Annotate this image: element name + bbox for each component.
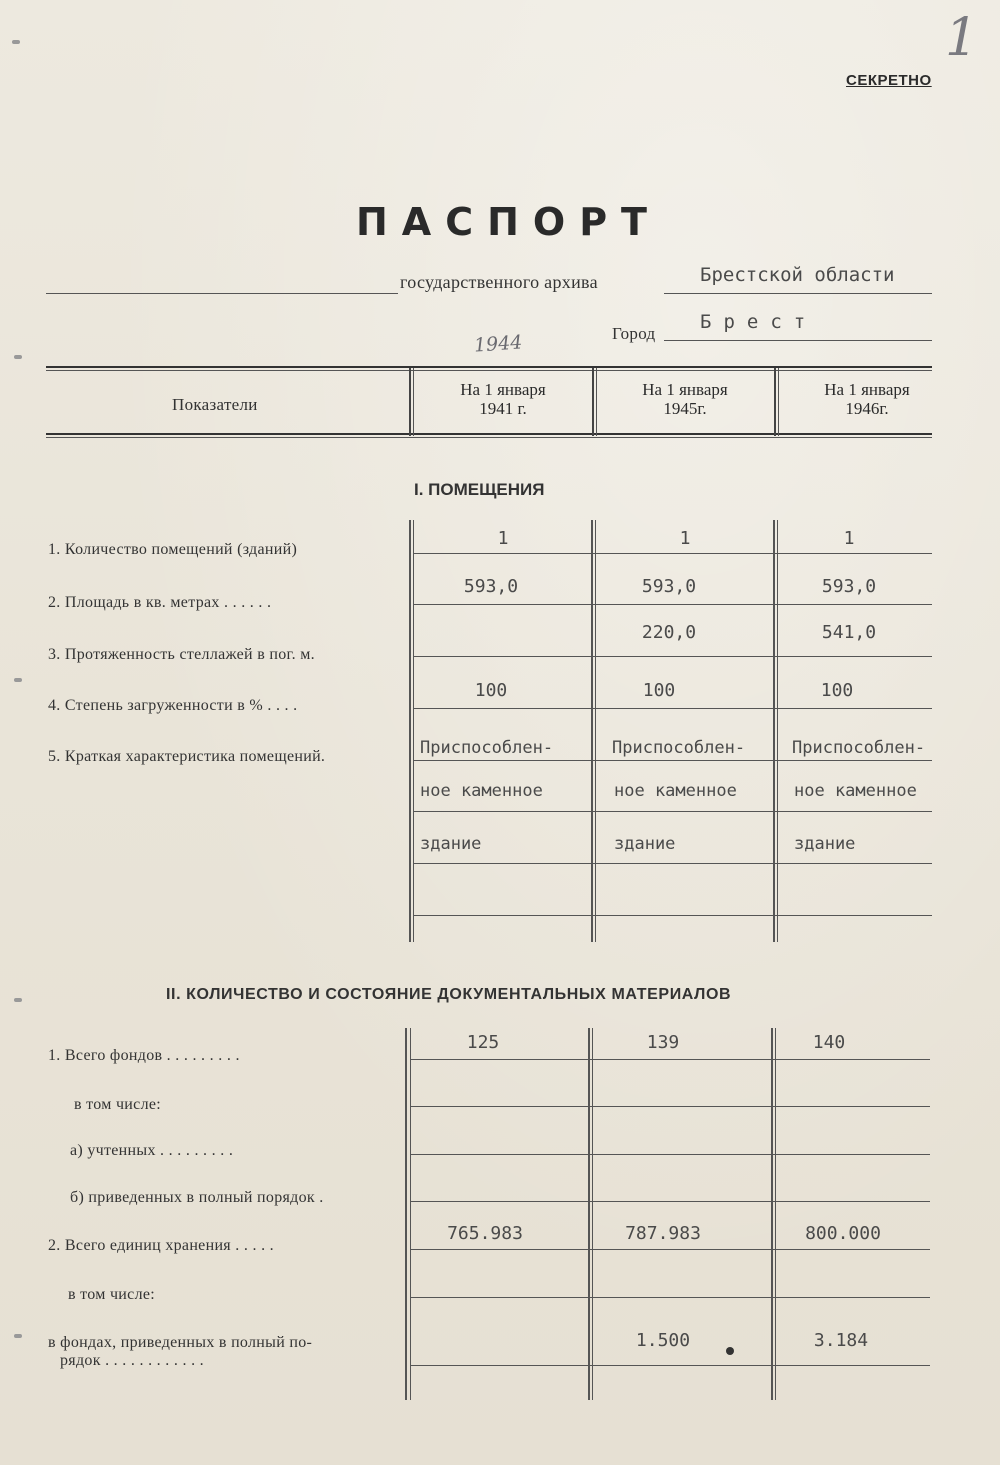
s1-line-6 (414, 811, 932, 812)
s1-r1-c3: 1 (843, 528, 855, 549)
s2-row-3-label: а) учтенных . . . . . . . . . (70, 1142, 234, 1159)
handwritten-year: 1944 (473, 331, 524, 357)
s1-line-4 (414, 708, 932, 709)
header-divider-2 (592, 368, 594, 436)
s2-line-4 (410, 1201, 930, 1202)
s1-r5-c3: Приспособлен- (792, 738, 926, 758)
s2-line-5 (410, 1249, 930, 1250)
s2-row-5-label: 2. Всего единиц хранения . . . . . (48, 1237, 274, 1254)
s1-r1-c1: 1 (497, 528, 509, 549)
s1-r6-c3: ное каменное (794, 781, 917, 801)
s1-line-8 (414, 915, 932, 916)
s2-r5-c3: 800.000 (805, 1223, 881, 1244)
s1-line-1 (414, 553, 932, 554)
s1-r6-c2: ное каменное (614, 781, 737, 801)
city-blank-line (664, 340, 932, 341)
header-divider-1 (409, 368, 411, 436)
s1-r6-c1: ное каменное (420, 781, 543, 801)
s1-r2-c2: 593,0 (641, 576, 697, 597)
s2-row-2-label: в том числе: (74, 1096, 161, 1113)
s1-r2-c3: 593,0 (821, 576, 877, 597)
s2-row-7-label-2: рядок . . . . . . . . . . . . (60, 1352, 204, 1369)
binding-mark-5 (14, 1334, 22, 1338)
s1-row-2-label: 2. Площадь в кв. метрах . . . . . . (48, 594, 272, 611)
s2-row-6-label: в том числе: (68, 1286, 155, 1303)
s2-divider-1 (405, 1028, 407, 1400)
header-col-2 (596, 380, 774, 418)
s2-line-1 (410, 1059, 930, 1060)
header-col-3-line2: 1946г. (845, 399, 889, 418)
header-col-1-line1: На 1 января (460, 380, 546, 399)
s1-r7-c3: здание (794, 834, 856, 854)
s1-line-7 (414, 863, 932, 864)
section-2-title: II. КОЛИЧЕСТВО И СОСТОЯНИЕ ДОКУМЕНТАЛЬНЫХ МАТЕРИАЛОВ (166, 986, 732, 1003)
s1-row-4-label: 4. Степень загруженности в % . . . . (48, 697, 298, 714)
s1-line-3 (414, 656, 932, 657)
header-col-1 (414, 380, 592, 418)
s2-line-3 (410, 1154, 930, 1155)
s2-r1-c3: 140 (812, 1032, 846, 1053)
ink-dot (726, 1347, 734, 1355)
s2-r7-c2: 1.500 (635, 1330, 691, 1351)
binding-mark-2 (14, 355, 22, 359)
s1-r5-c2: Приспособлен- (612, 738, 746, 758)
s1-row-5-label: 5. Краткая характеристика помещений. (48, 748, 326, 765)
binding-mark-3 (14, 678, 22, 682)
archive-blank-line-right (664, 293, 932, 294)
s1-row-3-label: 3. Протяженность стеллажей в пог. м. (48, 646, 315, 663)
s2-r1-c1: 125 (466, 1032, 500, 1053)
city-name: Брест (700, 311, 818, 333)
s2-r5-c1: 765.983 (447, 1223, 523, 1244)
s1-r5-c1: Приспособлен- (420, 738, 554, 758)
s1-r3-c2: 220,0 (641, 622, 697, 643)
page-title: ПАСПОРТ (356, 200, 661, 244)
classification-stamp: СЕКРЕТНО (846, 72, 932, 89)
table-top-rule-2 (46, 370, 932, 371)
s2-divider-1b (410, 1028, 411, 1400)
s2-row-4-label: б) приведенных в полный порядок . (70, 1189, 324, 1206)
header-divider-3b (778, 368, 779, 436)
s2-line-7 (410, 1365, 930, 1366)
city-label: Город (612, 324, 656, 343)
s2-r7-c3: 3.184 (813, 1330, 869, 1351)
s1-r7-c2: здание (614, 834, 676, 854)
s1-r3-c3: 541,0 (821, 622, 877, 643)
page-number: 1 (945, 8, 979, 68)
s1-r4-c1: 100 (474, 680, 508, 701)
s1-row-1-label: 1. Количество помещений (зданий) (48, 541, 298, 558)
header-divider-1b (413, 368, 414, 436)
header-divider-3 (774, 368, 776, 436)
s2-r1-c2: 139 (646, 1032, 680, 1053)
table-top-rule (46, 366, 932, 368)
s2-row-1-label: 1. Всего фондов . . . . . . . . . (48, 1047, 240, 1064)
table-header-bottom-rule (46, 433, 932, 435)
s1-r4-c3: 100 (820, 680, 854, 701)
s1-line-5 (414, 760, 932, 761)
s1-r2-c1: 593,0 (463, 576, 519, 597)
s2-row-7-label: в фондах, приведенных в полный по- (48, 1334, 313, 1351)
section-1-title: I. ПОМЕЩЕНИЯ (414, 480, 545, 499)
s1-r1-c2: 1 (679, 528, 691, 549)
s1-line-2 (414, 604, 932, 605)
header-col-1-line2: 1941 г. (479, 399, 527, 418)
s2-line-2 (410, 1106, 930, 1107)
s2-r5-c2: 787.983 (625, 1223, 701, 1244)
archive-name: Брестской области (700, 264, 895, 286)
archive-label: государственного архива (400, 272, 598, 292)
s1-r4-c2: 100 (642, 680, 676, 701)
header-col-3-line1: На 1 января (824, 380, 910, 399)
header-col-2-line1: На 1 января (642, 380, 728, 399)
binding-mark-4 (14, 998, 22, 1002)
s2-line-6 (410, 1297, 930, 1298)
archive-blank-line-left (46, 293, 398, 294)
header-col-3 (778, 380, 956, 418)
table-header-bottom-rule-2 (46, 437, 932, 438)
header-col-2-line2: 1945г. (663, 399, 707, 418)
binding-mark-1 (12, 40, 20, 44)
header-divider-2b (596, 368, 597, 436)
s1-r7-c1: здание (420, 834, 482, 854)
header-indicator: Показатели (172, 395, 258, 414)
